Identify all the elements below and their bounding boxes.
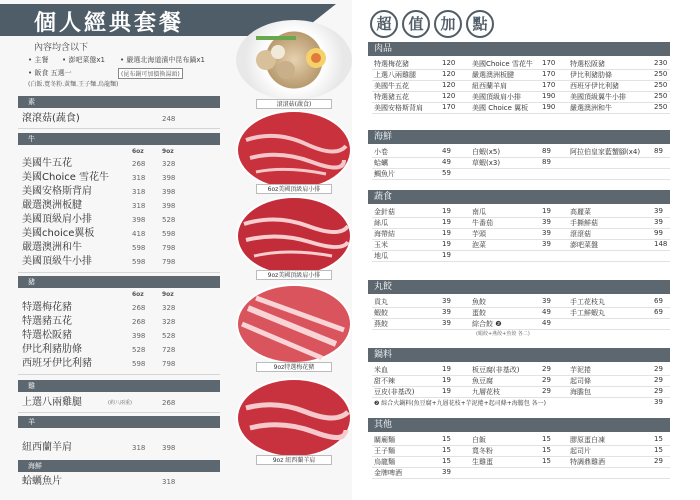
addon-item-name: 西班牙伊比利豬 (570, 82, 619, 90)
addon-item-price: 19 (442, 251, 451, 259)
addon-item-price: 29 (654, 457, 663, 465)
addon-item-name: 上選八兩雞腿 (374, 71, 416, 79)
addon-item-price: 39 (654, 218, 663, 226)
addon-item-name: 膠原蛋白凍 (570, 436, 605, 444)
addon-item-price: 120 (442, 70, 456, 78)
addon-item-name: 小卷 (374, 148, 388, 156)
section-chicken: 雞 (18, 380, 220, 392)
addon-item-price: 39 (542, 218, 551, 226)
addon-item-price: 19 (442, 387, 451, 395)
divider (18, 272, 220, 273)
addon-item-price: 29 (654, 376, 663, 384)
addon-item-name: 高麗菜 (570, 208, 591, 216)
addon-item-price: 230 (654, 59, 668, 67)
addon-item-price: 39 (654, 207, 663, 215)
beef-photo (236, 196, 352, 276)
addon-item-name: 滾滾菇 (570, 230, 591, 238)
addon-title-char: 超 (370, 10, 398, 38)
section-lamb: 羊 (18, 416, 220, 428)
addon-item-name: 澎吧菜盤 (570, 241, 598, 249)
addon-item-name: 海膽包 (570, 388, 591, 396)
addon-item-price: 19 (442, 207, 451, 215)
divider (372, 239, 670, 240)
addon-item-name: 泡菜 (472, 241, 486, 249)
addon-item-name: 手工花枝丸 (570, 298, 605, 306)
addon-item-name: 南瓜 (472, 208, 486, 216)
addon-item-name: 特選松阪豬 (570, 60, 605, 68)
addon-item-name: 生雞蛋 (472, 458, 493, 466)
addon-item-price: 170 (542, 59, 556, 67)
divider (372, 113, 670, 114)
addon-title-char: 值 (402, 10, 430, 38)
lamb-photo (236, 378, 352, 458)
addon-item-price: 15 (442, 446, 451, 454)
set-row: 嚴選澳洲和牛 598 798 (22, 242, 176, 253)
soup-note: (昆布鍋可加價換湯頭) (118, 68, 183, 79)
addon-item-name: 草蝦(x3) (472, 159, 501, 167)
section-pork: 豬 (18, 276, 220, 288)
divider (372, 69, 670, 70)
section-beef: 牛 (18, 133, 220, 145)
addon-item-name: 美國頂級翼牛小排 (570, 93, 626, 101)
addon-item-price: 89 (542, 158, 551, 166)
addon-item-price: 19 (442, 218, 451, 226)
addon-item-price: 39 (442, 308, 451, 316)
addon-item-price: 39 (542, 229, 551, 237)
set-row: 伊比利豬肋條 528 728 (22, 344, 176, 355)
divider (18, 128, 220, 129)
divider (372, 386, 670, 387)
addon-item-name: 起司片 (570, 447, 591, 455)
set-row: 特選豬五花 268 328 (22, 316, 176, 327)
set-row: 美國安格斯背肩 318 398 (22, 186, 176, 197)
addon-item-name: 綜合餃 ❷ (472, 320, 502, 328)
addon-item-name: 蛤蠣 (374, 159, 388, 167)
set-row: 特選梅花豬 268 328 (22, 302, 176, 313)
addon-item-name: 魚豆腐 (472, 377, 493, 385)
combo-note: (蝦餃+燕餃+魚餃 各二) (476, 331, 530, 337)
addon-section-sea: 海鮮 (368, 130, 670, 144)
addon-item-price: 15 (654, 446, 663, 454)
divider (372, 168, 670, 169)
combo-item: ❷ 綜合火鍋料(魚豆腐+九層花枝+芋泥捲+起司條+海膽包 各一) (374, 400, 546, 407)
addon-item-price: 190 (542, 92, 556, 100)
addon-item-name: 白飯 (472, 436, 486, 444)
divider (372, 445, 670, 446)
addon-item-price: 59 (442, 169, 451, 177)
addon-item-name: 手撕鮮菇 (570, 219, 598, 227)
addon-item-price: 15 (654, 435, 663, 443)
divider (372, 217, 670, 218)
addon-item-name: 金牌啤酒 (374, 469, 402, 477)
addon-item-price: 29 (542, 365, 551, 373)
addon-item-name: 芋泥捲 (570, 366, 591, 374)
addon-item-price: 39 (542, 297, 551, 305)
photo-caption: 9oz美國頂級肩小排 (256, 270, 332, 280)
divider (372, 179, 670, 180)
addon-item-name: 紐西蘭羊肩 (472, 82, 507, 90)
addon-item-price: 15 (542, 446, 551, 454)
oz-header: 6oz 9oz (132, 291, 174, 298)
addon-item-price: 170 (542, 70, 556, 78)
divider (372, 456, 670, 457)
addon-item-price: 39 (442, 468, 451, 476)
addon-item-price: 49 (442, 147, 451, 155)
addon-item-name: 玉米 (374, 241, 388, 249)
addon-section-pot: 鍋料 (368, 348, 670, 362)
addon-item-price: 19 (442, 376, 451, 384)
addon-item-price: 19 (442, 229, 451, 237)
bullet-pot: • 嚴選北海道濱中昆布鍋x1 (120, 56, 205, 64)
addon-item-price: 15 (442, 435, 451, 443)
addon-item-name: 特選梅花豬 (374, 60, 409, 68)
addon-item-price: 250 (654, 92, 668, 100)
addon-item-name: 阿拉伯皇家藍蟹腳(x4) (570, 148, 641, 156)
addon-item-price: 69 (654, 297, 663, 305)
addon-item-price: 148 (654, 240, 668, 248)
addon-item-price: 19 (442, 365, 451, 373)
section-seafood: 海鮮 (18, 460, 220, 472)
set-row: 紐西蘭羊肩 318 398 (22, 442, 176, 453)
addon-item-price: 39 (442, 297, 451, 305)
addon-item-price: 19 (442, 240, 451, 248)
addon-item-price: 69 (654, 308, 663, 316)
addon-item-name: 芋頭 (472, 230, 486, 238)
addon-item-name: 嚴選澳洲板腱 (472, 71, 514, 79)
bullet-veg: • 澎吧菜盤x1 (62, 56, 105, 64)
addon-item-name: 燕餃 (374, 320, 388, 328)
set-row: 美國頂級肩小排 398 528 (22, 214, 176, 225)
addon-item-price: 190 (542, 103, 556, 111)
divider (372, 467, 670, 468)
addon-item-name: 美國安格斯背肩 (374, 104, 423, 112)
divider (372, 80, 670, 81)
addon-item-price: 49 (542, 308, 551, 316)
divider (372, 157, 670, 158)
photo-caption: 9oz 紐西蘭羊肩 (256, 455, 332, 465)
addon-item-price: 49 (442, 158, 451, 166)
addon-section-meat: 肉品 (368, 42, 670, 56)
addon-item-name: 烏龍麵 (374, 458, 395, 466)
addon-item-price: 170 (542, 81, 556, 89)
addon-item-name: 絲瓜 (374, 219, 388, 227)
set-row: 美國Choice 雪花牛 318 398 (22, 172, 176, 183)
pork-photo (236, 284, 352, 364)
set-row: 上選八兩雞腿 (約八兩重) 268 (22, 397, 176, 408)
addon-item-price: 29 (542, 376, 551, 384)
set-row: 滾滾菇(蔬食) 248 (22, 113, 176, 124)
addon-item-name: 手工鮮蝦丸 (570, 309, 605, 317)
photo-caption: 6oz美國頂級肩小排 (256, 184, 332, 194)
addon-item-price: 49 (542, 319, 551, 327)
divider (372, 318, 670, 319)
addon-item-name: 關廟麵 (374, 436, 395, 444)
addon-item-price: 120 (442, 81, 456, 89)
addon-item-name: 牛番茄 (472, 219, 493, 227)
set-row: 特選松阪豬 398 528 (22, 330, 176, 341)
addon-item-name: 特調鼎雞酒 (570, 458, 605, 466)
bullet-main: • 主餐 (28, 56, 49, 64)
addon-title-char: 加 (434, 10, 462, 38)
divider (372, 375, 670, 376)
addon-section-ball: 丸餃 (368, 280, 670, 294)
addon-item-price: 170 (442, 103, 456, 111)
addon-item-price: 29 (654, 365, 663, 373)
addon-section-other: 其他 (368, 418, 670, 432)
divider (372, 250, 670, 251)
addon-item-price: 39 (542, 240, 551, 248)
addon-item-name: 板豆腐(非基改) (472, 366, 520, 374)
divider (372, 228, 670, 229)
addon-item-name: 米血 (374, 366, 388, 374)
addon-item-name: 起司條 (570, 377, 591, 385)
photo-caption: 9oz特選梅花豬 (256, 362, 332, 372)
addon-item-name: 美國 Choice 翼板 (472, 104, 529, 112)
addon-item-name: 寬冬粉 (472, 447, 493, 455)
rice-note: (白飯.寬冬粉.黃麵.王子麵.烏龍麵) (28, 81, 119, 88)
addon-item-price: 120 (442, 59, 456, 67)
addon-item-name: 鯛魚片 (374, 170, 395, 178)
addon-item-name: 海帶結 (374, 230, 395, 238)
addon-item-name: 九層花枝 (472, 388, 500, 396)
addon-item-name: 美國牛五花 (374, 82, 409, 90)
addon-item-price: 29 (542, 387, 551, 395)
addon-item-name: 金針菇 (374, 208, 395, 216)
addon-item-name: 特選豬五花 (374, 93, 409, 101)
oz-header: 6oz 9oz (132, 148, 174, 155)
set-row: 嚴選澳洲板腱 318 398 (22, 200, 176, 211)
addon-item-price: 120 (442, 92, 456, 100)
addon-item-price: 89 (654, 147, 663, 155)
divider (372, 478, 670, 479)
addon-item-name: 蛋餃 (472, 309, 486, 317)
set-row: 美國choice翼板 418 598 (22, 228, 176, 239)
addon-item-name: 地瓜 (374, 252, 388, 260)
addon-item-price: 15 (442, 457, 451, 465)
addon-item-price: 39 (442, 319, 451, 327)
addon-item-name: 魚餃 (472, 298, 486, 306)
addon-item-name: 美國頂級肩小排 (472, 93, 521, 101)
addon-item-name: 貢丸 (374, 298, 388, 306)
divider (372, 261, 670, 262)
section-veg: 素 (18, 96, 220, 108)
addon-item-name: 豆皮(非基改) (374, 388, 415, 396)
addon-item-price: 250 (654, 81, 668, 89)
divider (18, 412, 220, 413)
beef-photo (236, 110, 352, 190)
addon-item-name: 伊比利豬肋條 (570, 71, 612, 79)
addon-item-name: 嚴選澳洲和牛 (570, 104, 612, 112)
photo-caption: 滾滾菇(蔬食) (256, 99, 332, 109)
mushroom-photo (236, 20, 352, 100)
addon-item-price: 19 (542, 207, 551, 215)
addon-item-name: 白蝦(x5) (472, 148, 501, 156)
addon-section-veg: 蔬食 (368, 190, 670, 204)
addon-item-name: 蝦餃 (374, 309, 388, 317)
addon-item-name: 美國Choice 雪花牛 (472, 60, 533, 68)
set-row: 美國牛五花 268 328 (22, 158, 176, 169)
addon-item-name: 王子麵 (374, 447, 395, 455)
set-row: 美國頂級牛小排 598 798 (22, 256, 176, 267)
addon-title-char: 點 (466, 10, 494, 38)
addon-item-price: 29 (654, 387, 663, 395)
combo-price: 39 (654, 398, 663, 406)
addon-item-price: 250 (654, 103, 668, 111)
divider (18, 374, 220, 375)
addon-item-price: 15 (542, 435, 551, 443)
addon-item-price: 250 (654, 70, 668, 78)
addon-item-name: 甜不辣 (374, 377, 395, 385)
bullet-rice: • 飯食 五選一 (28, 69, 72, 77)
page-title: 個人經典套餐 (34, 11, 185, 36)
intro-text: 內容均含以下 (34, 43, 89, 53)
addon-item-price: 99 (654, 229, 663, 237)
divider (372, 307, 670, 308)
addon-item-price: 89 (542, 147, 551, 155)
set-row: 西班牙伊比利豬 598 798 (22, 358, 176, 369)
set-row: 蛤蠣魚片 318 (22, 476, 176, 487)
addon-item-price: 15 (542, 457, 551, 465)
